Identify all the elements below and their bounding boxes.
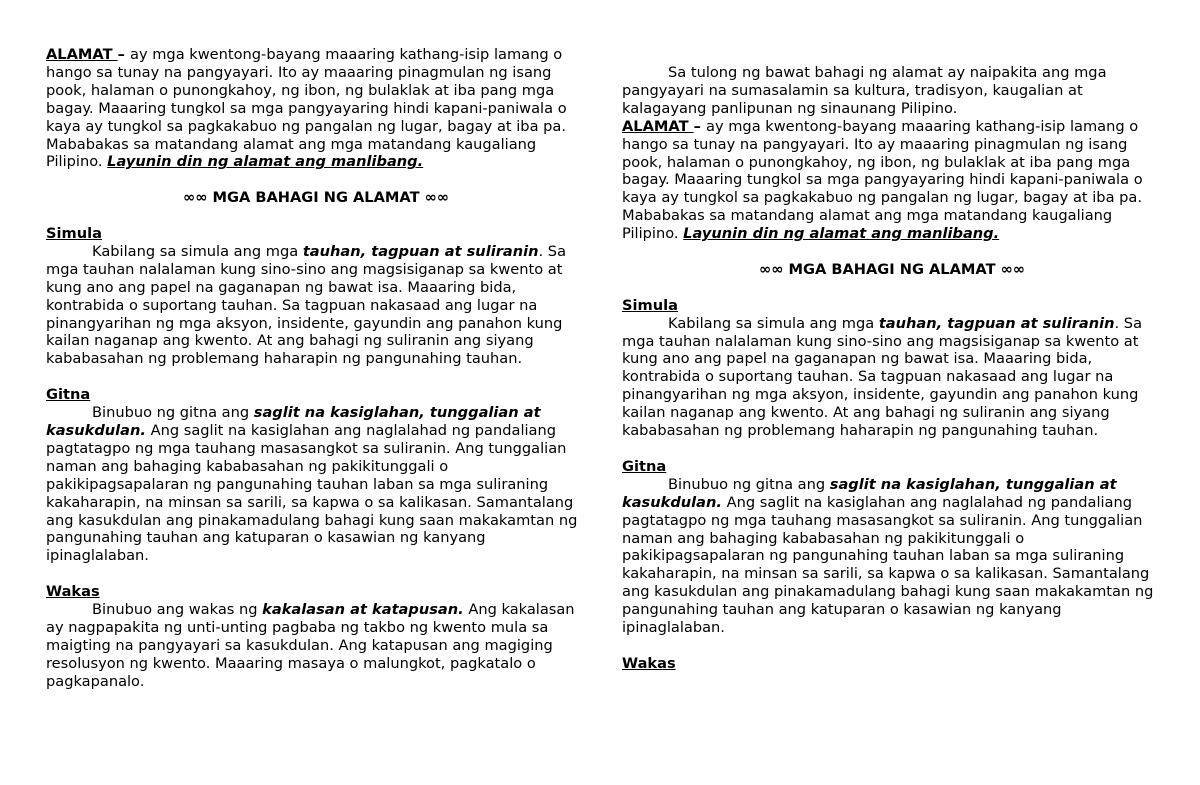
gitna-paragraph <box>622 476 1162 637</box>
gitna-post: Ang saglit na kasiglahan ang naglalahad ng pandaliang pagtatagpo ng mga tauhang masasangkot sa suliranin. Ang tunggalian naman ang bahaging kababasahan ng pakikitunggali o pakikipagsapalaran ng pangunahing tauhan laban sa mga suliraning kakaharapin, na minsan sa sarili, sa kapwa o sa kalikasan. Samantalang ang kasukdulan ang pinakamadulang bahagi kung saan makakamtan ng pangunahing tauhan ang katuparan o kasawian ng kanyang ipinaglalaban. <box>46 421 578 565</box>
wakas-post: Ang kakalasan ay nagpapakita ng unti-unting pagbaba ng takbo ng kwento mula sa maigting na pangyayari sa kasukdulan. Ang katapusan ang magiging resolusyon ng kwento. Maaaring masaya o malungkot, pagkatalo o pagkapanalo. <box>46 601 575 690</box>
simula-post: . Sa mga tauhan nalalaman kung sino-sino ang magsisiganap sa kwento at kung ano ang papel na gaganapan ng bawat isa. Maaaring bida, kontrabida o suportang tauhan. Sa tagpuan nakasaad ang lugar na pinangyarihan ng mga aksyon, insidente, gayundin ang panahon kung kailan naganap ang kwento. At ang bahagi ng suliranin ang siyang kababasahan ng problemang haharapin ng pangunahing tauhan. <box>622 314 1143 440</box>
simula-pre: Kabilang sa simula ang mga <box>668 314 879 332</box>
definition-dash: – <box>117 46 130 63</box>
left-column <box>46 46 586 691</box>
gitna-bold: saglit na kasiglahan, tunggalian at kasukdulan. <box>622 475 1117 511</box>
definition-paragraph <box>46 46 586 171</box>
definition-goal: Layunin din ng alamat ang manlibang. <box>683 225 1000 243</box>
simula-bold: tauhan, tagpuan at suliranin <box>878 314 1115 332</box>
gitna-pre: Binubuo ng gitna ang <box>92 404 254 422</box>
gitna-pre: Binubuo ng gitna ang <box>668 475 830 493</box>
definition-body: ay mga kwentong-bayang maaaring kathang-isip lamang o hango sa tunay na pangyayari. Ito ay maaaring pinagmulan ng isang pook, halaman o punongkahoy, ng ibon, ng bulaklak at iba pang mga bagay. Maaaring tungkol sa mga pangyayaring hindi kapani-paniwala o kaya ay tungkol sa pagkakabuo ng pangalan ng lugar, bagay at iba pa. Mababakas sa matandang alamat ang mga matandang kaugaliang Pilipino. <box>46 46 567 171</box>
wakas-paragraph <box>46 601 586 691</box>
simula-title: Simula <box>46 225 102 243</box>
gitna-bold: saglit na kasiglahan, tunggalian at kasukdulan. <box>46 404 541 439</box>
definition-term: ALAMAT <box>46 46 118 63</box>
simula-bold: tauhan, tagpuan at suliranin <box>302 242 539 260</box>
gitna-title: Gitna <box>46 386 91 404</box>
wakas-bold: kakalasan at katapusan. <box>262 601 464 619</box>
gitna-post: Ang saglit na kasiglahan ang naglalahad ng pandaliang pagtatagpo ng mga tauhang masasangkot sa suliranin. Ang tunggalian naman ang bahaging kababasahan ng pakikitunggali o pakikipagsapalaran ng pangunahing tauhan laban sa mga suliraning kakaharapin, na minsan sa sarili, sa kapwa o sa kalikasan. Samantalang ang kasukdulan ang pinakamadulang bahagi kung saan makakamtan ng pangunahing tauhan ang katuparan o kasawian ng kanyang ipinaglalaban. <box>622 493 1154 637</box>
wakas-title: Wakas <box>46 583 100 601</box>
simula-post: . Sa mga tauhan nalalaman kung sino-sino ang magsisiganap sa kwento at kung ano ang papel na gaganapan ng bawat isa. Maaaring bida, kontrabida o suportang tauhan. Sa tagpuan nakasaad ang lugar na pinangyarihan ng mga aksyon, insidente, gayundin ang panahon kung kailan naganap ang kwento. At ang bahagi ng suliranin ang siyang kababasahan ng problemang haharapin ng pangunahing tauhan. <box>46 242 567 368</box>
wakas-title: Wakas <box>622 654 676 672</box>
intro-paragraph <box>622 64 1162 118</box>
gitna-paragraph <box>46 404 586 565</box>
definition-paragraph <box>622 118 1162 243</box>
simula-title: Simula <box>622 296 678 314</box>
simula-paragraph <box>46 243 586 368</box>
definition-term: ALAMAT <box>622 117 694 135</box>
simula-paragraph <box>622 315 1162 440</box>
definition-body: ay mga kwentong-bayang maaaring kathang-isip lamang o hango sa tunay na pangyayari. Ito ay maaaring pinagmulan ng isang pook, halaman o punongkahoy, ng ibon, ng bulaklak at iba pang mga bagay. Maaaring tungkol sa mga pangyayaring hindi kapani-paniwala o kaya ay tungkol sa pagkakabuo ng pangalan ng lugar, bagay at iba pa. Mababakas sa matandang alamat ang mga matandang kaugaliang Pilipino. <box>622 117 1143 243</box>
section-heading: ∞∞ MGA BAHAGI NG ALAMAT ∞∞ <box>759 260 1025 278</box>
definition-goal: Layunin din ng alamat ang manlibang. <box>107 153 424 171</box>
simula-pre: Kabilang sa simula ang mga <box>92 242 303 260</box>
wakas-pre: Binubuo ang wakas ng <box>92 601 263 619</box>
intro-text: Sa tulong ng bawat bahagi ng alamat ay naipakita ang mga pangyayari na sumasalamin sa kultura, tradisyon, kaugalian at kalagayang panlipunan ng sinaunang Pilipino. <box>622 64 1107 117</box>
definition-dash: – <box>693 117 706 135</box>
section-heading: ∞∞ MGA BAHAGI NG ALAMAT ∞∞ <box>183 189 449 207</box>
gitna-title: Gitna <box>622 457 667 475</box>
right-column <box>622 64 1162 673</box>
